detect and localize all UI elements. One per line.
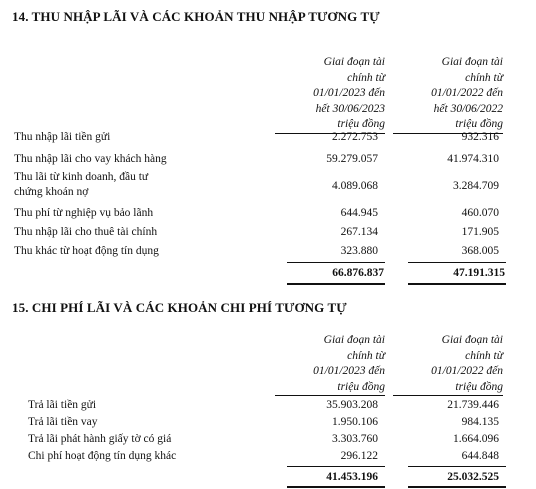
row-label: Thu nhập lãi cho thuê tài chính bbox=[14, 226, 158, 238]
unit-label: triệu đồng bbox=[393, 117, 503, 134]
s14-column-header-2023 bbox=[275, 55, 385, 134]
value-2022: 1.664.096 bbox=[453, 433, 499, 445]
subtotal-rule bbox=[408, 262, 506, 263]
value-2022: 644.848 bbox=[461, 450, 499, 462]
header-line: 01/01/2023 đến bbox=[313, 87, 385, 99]
header-line: Giai đoạn tài bbox=[441, 334, 503, 346]
value-2023: 644.945 bbox=[340, 207, 378, 219]
value-2023: 4.089.068 bbox=[332, 180, 378, 192]
row-label: Trả lãi tiền vay bbox=[28, 416, 98, 428]
total-2022: 47.191.315 bbox=[453, 267, 505, 279]
row-label: Thu khác từ hoạt động tín dụng bbox=[14, 245, 159, 257]
header-line: chính từ bbox=[465, 71, 503, 84]
subtotal-rule bbox=[408, 466, 506, 467]
section-15-title: 15. CHI PHÍ LÃI VÀ CÁC KHOẢN CHI PHÍ TƯƠNG TỰ bbox=[12, 300, 347, 315]
value-2023: 323.880 bbox=[340, 245, 378, 257]
row-label: Thu nhập lãi tiền gửi bbox=[14, 131, 111, 143]
s15-column-header-2023 bbox=[275, 333, 385, 396]
header-line: chính từ bbox=[347, 71, 385, 84]
value-2023: 3.303.760 bbox=[332, 433, 378, 445]
value-2023: 267.134 bbox=[340, 226, 378, 238]
unit-label: triệu đồng bbox=[275, 117, 385, 134]
row-label-continued: chứng khoán nợ bbox=[14, 186, 89, 198]
unit-label: triệu đồng bbox=[275, 380, 385, 397]
header-line: 01/01/2023 đến bbox=[313, 365, 385, 377]
value-2023: 296.122 bbox=[340, 450, 378, 462]
row-label: Trả lãi phát hành giấy tờ có giá bbox=[28, 433, 172, 445]
value-2023: 59.279.057 bbox=[326, 153, 378, 165]
row-label: Trả lãi tiền gửi bbox=[28, 399, 97, 411]
header-line: chính từ bbox=[347, 349, 385, 362]
value-2022: 41.974.310 bbox=[447, 153, 499, 165]
header-line: Giai đoạn tài bbox=[441, 56, 503, 68]
section-14-title: 14. THU NHẬP LÃI VÀ CÁC KHOẢN THU NHẬP TƯƠNG TỰ bbox=[12, 9, 380, 24]
total-2023: 41.453.196 bbox=[326, 471, 378, 483]
value-2022: 368.005 bbox=[461, 245, 499, 257]
value-2022: 21.739.446 bbox=[447, 399, 499, 411]
value-2023: 35.903.208 bbox=[326, 399, 378, 411]
header-line: 01/01/2022 đến bbox=[431, 87, 503, 99]
row-label: Chi phí hoạt động tín dụng khác bbox=[28, 450, 177, 462]
total-double-rule bbox=[287, 283, 385, 286]
value-2022: 171.905 bbox=[461, 226, 499, 238]
s15-column-header-2022 bbox=[393, 333, 503, 396]
header-line: chính từ bbox=[465, 349, 503, 362]
row-label: Thu lãi từ kinh doanh, đầu tư bbox=[14, 171, 149, 183]
value-2023: 2.272.753 bbox=[332, 131, 378, 143]
header-line: hết 30/06/2023 bbox=[315, 102, 385, 115]
row-label: Thu nhập lãi cho vay khách hàng bbox=[14, 153, 167, 165]
value-2023: 1.950.106 bbox=[332, 416, 378, 428]
total-2022: 25.032.525 bbox=[447, 471, 499, 483]
total-double-rule bbox=[408, 283, 506, 286]
value-2022: 984.135 bbox=[461, 416, 499, 428]
value-2022: 460.070 bbox=[461, 207, 499, 219]
value-2022: 932.316 bbox=[461, 131, 499, 143]
header-line: 01/01/2022 đến bbox=[431, 365, 503, 377]
value-2022: 3.284.709 bbox=[453, 180, 499, 192]
s14-column-header-2022 bbox=[393, 55, 503, 134]
unit-label: triệu đồng bbox=[393, 380, 503, 397]
subtotal-rule bbox=[287, 466, 385, 467]
header-line: Giai đoạn tài bbox=[323, 56, 385, 68]
total-2023: 66.876.837 bbox=[332, 267, 384, 279]
header-line: hết 30/06/2022 bbox=[433, 102, 503, 115]
header-line: Giai đoạn tài bbox=[323, 334, 385, 346]
row-label: Thu phí từ nghiệp vụ bảo lãnh bbox=[14, 207, 154, 219]
subtotal-rule bbox=[287, 262, 385, 263]
